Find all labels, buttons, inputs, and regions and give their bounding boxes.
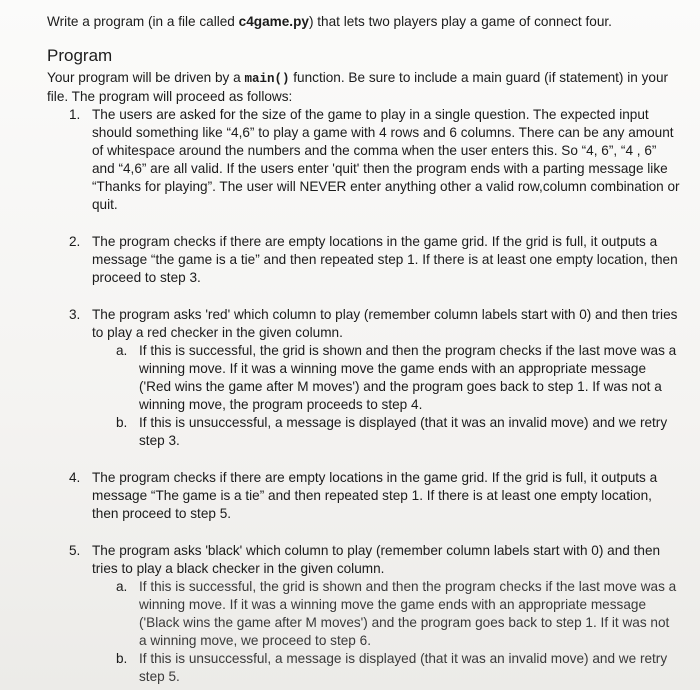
intro-filename: c4game.py — [238, 14, 309, 29]
step-number: 2. — [69, 234, 81, 249]
substep-item — [92, 650, 680, 686]
substep-mark: a. — [116, 343, 128, 358]
substep-text: If this is unsuccessful, a message is displayed (that it was an invalid move) and we retry step 3. — [139, 415, 668, 448]
substep-text: If this is successful, the grid is shown and then the program checks if the last move was a winning move. If it was a winning move the game ends with an appropriate message ('Red wins the game after M moves') and the program goes back to step 1. If was not a winning move, the program proceeds to step 4. — [139, 343, 677, 412]
para-after: function. Be sure to include a main guard (if statement) in your file. The program will proceed as follows: — [47, 70, 669, 104]
list-gap — [47, 287, 680, 306]
substep-item — [92, 578, 680, 650]
step-number: 1. — [69, 107, 81, 122]
intro-line — [47, 13, 680, 31]
substep-mark: a. — [116, 579, 128, 594]
substep-item — [92, 414, 680, 450]
intro-after: ) that lets two players play a game of connect four. — [308, 14, 612, 29]
intro-before: Write a program (in a file called — [47, 14, 239, 29]
substeps-list — [92, 578, 680, 686]
intro-paragraph — [47, 69, 680, 106]
step-item — [47, 306, 680, 450]
list-gap — [47, 450, 680, 469]
step-item — [47, 233, 680, 287]
step-text: The program asks 'black' which column to play (remember column labels start with 0) and then tries to play a black checker in the given column. — [92, 543, 661, 576]
substep-item — [92, 342, 680, 414]
list-gap — [47, 523, 680, 542]
main-function-code: main() — [244, 72, 290, 86]
step-number: 4. — [69, 470, 81, 485]
section-heading: Program — [47, 46, 113, 65]
step-number: 5. — [69, 543, 81, 558]
steps-list — [47, 106, 680, 686]
list-gap — [47, 214, 680, 233]
step-text: The program checks if there are empty locations in the game grid. If the grid is full, it outputs a message “The game is a tie” and then repeated step 1. If there is at least one empty location, then proceed to step 5. — [92, 470, 658, 521]
substep-text: If this is successful, the grid is shown and then the program checks if the last move was a winning move. If it was a winning move the game ends with an appropriate message ('Black wins the game after M moves') and the program goes back to step 1. If it was not a winning move, we proceed to step 6. — [139, 579, 677, 648]
step-item — [47, 542, 680, 686]
step-item — [47, 469, 680, 523]
para-before: Your program will be driven by a — [47, 70, 245, 85]
substep-text: If this is unsuccessful, a message is displayed (that it was an invalid move) and we retry step 5. — [139, 651, 668, 684]
step-text: The program checks if there are empty locations in the game grid. If the grid is full, it outputs a message “the game is a tie” and then repeated step 1. If there is at least one empty location, then proceed to step 3. — [92, 234, 678, 285]
step-item — [47, 106, 680, 214]
substep-mark: b. — [116, 415, 128, 430]
step-text: The users are asked for the size of the game to play in a single question. The expected input should something like “4,6” to play a game with 4 rows and 6 columns. There can be any amount of whitespace around the numbers and the comma when the user enters this. So “4, 6”, “4 , 6” and “4,6” are all valid. If the users enter 'quit' then the program ends with a parting message like “Thanks for playing”. The user will NEVER enter anything other a valid row,column combination or quit. — [92, 107, 680, 212]
step-text: The program asks 'red' which column to play (remember column labels start with 0) and then tries to play a red checker in the given column. — [92, 307, 678, 340]
substep-mark: b. — [116, 651, 128, 666]
substeps-list — [92, 342, 680, 450]
step-number: 3. — [69, 307, 81, 322]
